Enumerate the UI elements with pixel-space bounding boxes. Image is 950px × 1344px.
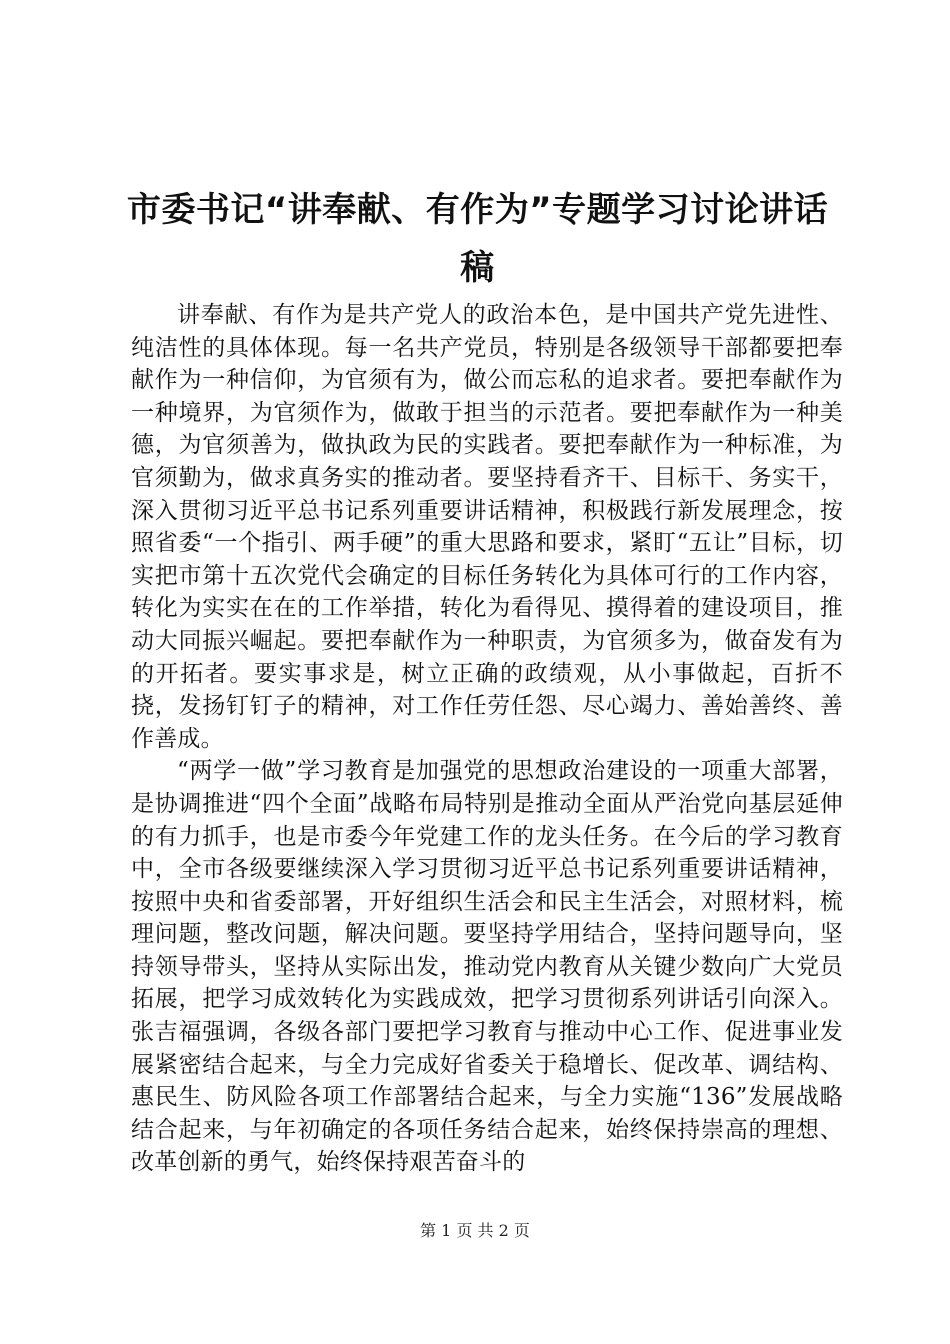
document-title: 市委书记“讲奉献、有作为”专题学习讨论讲话稿 bbox=[126, 189, 829, 288]
body-paragraph-1: 讲奉献、有作为是共产党人的政治本色，是中国共产党先进性、纯洁性的具体体现。每一名共产党员，特别是各级领导干部都要把奉献作为一种信仰，为官须有为，做公而忘私的追求者。要把奉献作为一种境界，为官须作为，做敢于担当的示范者。要把奉献作为一种美德，为官须善为，做执政为民的实践者。要把奉献作为一种标准，为官须勤为，做求真务实的推动者。要坚持看齐干、目标干、务实干，深入贯彻习近平总书记系列重要讲话精神，积极践行新发展理念，按照省委“一个指引、两手硬”的重大思路和要求，紧盯“五让”目标，切实把市第十五次党代会确定的目标任务转化为具体可行的工作内容，转化为实实在在的工作举措，转化为看得见、摸得着的建设项目，推动大同振兴崛起。要把奉献作为一种职责，为官须多为，做奋发有为的开拓者。要实事求是，树立正确的政绩观，从小事做起，百折不挠，发扬钉钉子的精神，对工作任劳任怨、尽心竭力、善始善终、善作善成。 bbox=[131, 302, 843, 752]
page-footer: 第 1 页 共 2 页 bbox=[420, 1221, 530, 1240]
document-body bbox=[131, 299, 843, 1179]
body-paragraph-2: “两学一做”学习教育是加强党的思想政治建设的一项重大部署，是协调推进“四个全面”战略布局特别是推动全面从严治党向基层延伸的有力抓手，也是市委今年党建工作的龙头任务。在今后的学习教育中，全市各级要继续深入学习贯彻习近平总书记系列重要讲话精神，按照中央和省委部署，开好组织生活会和民主生活会，对照材料，梳理问题，整改问题，解决问题。要坚持学用结合，坚持问题导向，坚持领导带头，坚持从实际出发，推动党内教育从关键少数向广大党员拓展，把学习成效转化为实践成效，把学习贯彻系列讲话引向深入。张吉福强调，各级各部门要把学习教育与推动中心工作、促进事业发展紧密结合起来，与全力完成好省委关于稳增长、促改革、调结构、惠民生、防风险各项工作部署结合起来，与全力实施“136”发展战略结合起来，与年初确定的各项任务结合起来，始终保持崇高的理想、改革创新的勇气，始终保持艰苦奋斗的 bbox=[131, 758, 843, 1176]
